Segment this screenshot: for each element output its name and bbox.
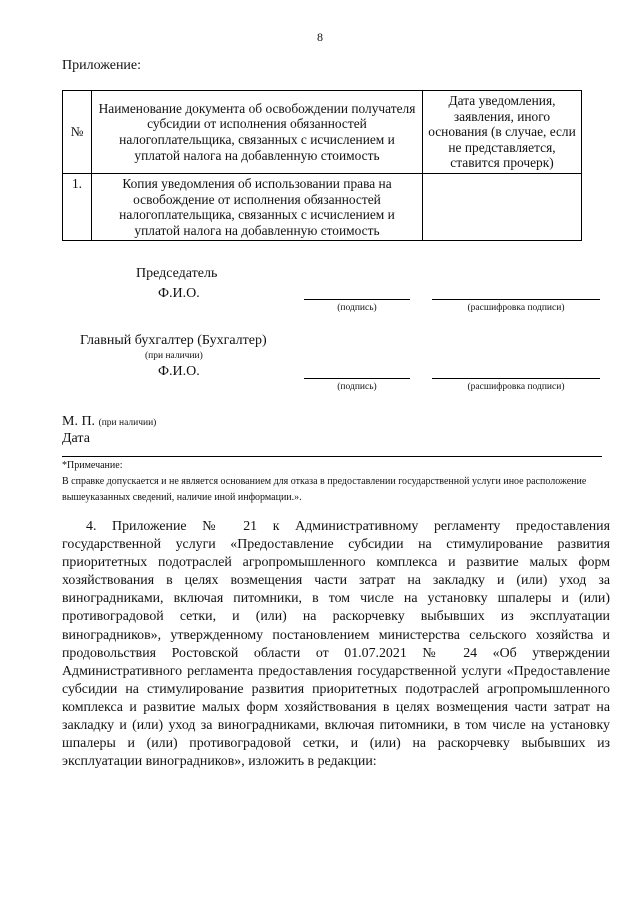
signature-caption-2: (подпись) — [337, 382, 377, 392]
chief-accountant-label: Главный бухгалтер (Бухгалтер) — [80, 333, 267, 348]
fio-label-1: Ф.И.О. — [158, 286, 200, 301]
decoding-line-2 — [432, 378, 600, 379]
documents-table — [62, 90, 582, 241]
amendment-paragraph — [62, 518, 610, 771]
note-title: *Примечание: — [62, 460, 123, 471]
row-doc-name: Копия уведомления об использовании права на освобождение от исполнения обязанностей налогоплательщика, связанных с исчислением и уплатой налога на добавленную стоимость — [92, 173, 423, 240]
signature-caption-1: (подпись) — [337, 303, 377, 313]
appendix-title: Приложение: — [62, 58, 142, 73]
note-divider — [62, 456, 602, 457]
note-text: В справке допускается и не является основанием для отказа в предоставлении государственной услуги иное расположение вышеуказанных сведений, наличие иной информации.». — [62, 476, 587, 503]
page-number: 8 — [317, 30, 323, 44]
stamp-label: М. П. — [62, 414, 96, 429]
stamp-note: (при наличии) — [98, 418, 157, 428]
date-label: Дата — [62, 431, 90, 446]
header-doc-name: Наименование документа об освобождении получателя субсидии от исполнения обязанностей налогоплательщика, связанных с исчислением и уплатой налога на добавленную стоимость — [92, 91, 423, 174]
header-num: № — [63, 91, 92, 174]
decoding-caption-2: (расшифровка подписи) — [467, 382, 565, 392]
note-block — [62, 458, 607, 506]
row-num: 1. — [63, 173, 92, 240]
paragraph-text: 4. Приложение № 21 к Административному регламенту предоставления государственной услуги «Предоставление субсидии на стимулирование развития приоритетных подотраслей агропромышленного комплекса и развитие малых форм хозяйствования в целях возмещения части затрат на закладку и (или) уход за виноградниками, включая питомники, в том числе на установку шпалеры и (или) противоградовой сетки, и (или) на раскорчевку выбывших из эксплуатации виноградников», утвержденному постановлением министерства сельского хозяйства и продовольствия Ростовской области от 01.07.2021 № 24 «Об утверждении Административного регламента предоставления государственной услуги «Предоставление субсидии на стимулирование развития приоритетных подотраслей агропромышленного комплекса и развитие малых форм хозяйствования в целях возмещения части затрат на закладку и (или) уход за виноградниками, включая питомники, в том числе на установку шпалеры и (или) противоградовой сетки, и (или) на раскорчевку выбывших из эксплуатации виноградников», изложить в редакции: — [62, 519, 610, 770]
header-date: Дата уведомления, заявления, иного основания (в случае, если не представляется, ставится прочерк) — [423, 91, 582, 174]
row-date — [423, 173, 582, 240]
table-header-row — [63, 91, 582, 174]
signature-line-2 — [304, 378, 410, 379]
signature-line-1 — [304, 299, 410, 300]
chairman-label: Председатель — [136, 266, 218, 281]
stamp-line — [62, 414, 156, 430]
table-row — [63, 173, 582, 240]
decoding-line-1 — [432, 299, 600, 300]
decoding-caption-1: (расшифровка подписи) — [467, 303, 565, 313]
if-present-label: (при наличии) — [145, 351, 203, 361]
fio-label-2: Ф.И.О. — [158, 364, 200, 379]
